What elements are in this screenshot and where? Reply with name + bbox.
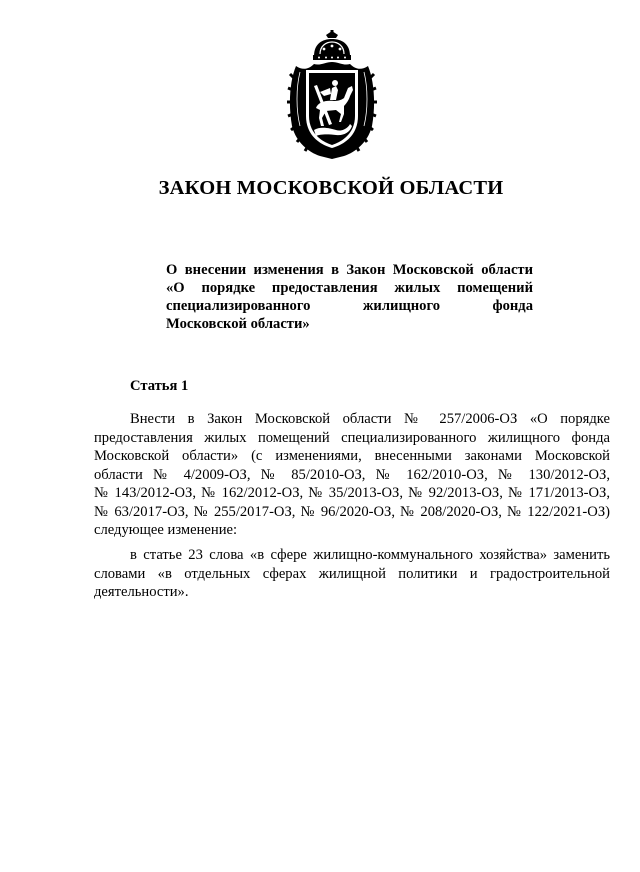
- article-paragraph-1: [94, 410, 610, 540]
- paragraph-line: словами «в отдельных сферах жилищной политики и градостроительной: [94, 565, 610, 582]
- paragraph-line: деятельности».: [94, 584, 189, 600]
- crown-icon: [313, 30, 351, 60]
- article-heading: Статья 1: [130, 378, 189, 394]
- paragraph-line: следующее изменение:: [94, 522, 238, 538]
- article-paragraph-2: [94, 546, 610, 602]
- paragraph-line: № 143/2012-ОЗ, № 162/2012-ОЗ, № 35/2013-ОЗ, № 92/2013-ОЗ, № 171/2013-ОЗ,: [94, 485, 610, 501]
- law-title: ЗАКОН МОСКОВСКОЙ ОБЛАСТИ: [158, 177, 504, 199]
- paragraph-line: Внести в Закон Московской области № 257/2006-ОЗ «О порядке: [130, 411, 610, 427]
- subtitle-line: Московской области»: [166, 316, 310, 332]
- paragraph-line: предоставления жилых помещений специализированного жилищного фонда: [94, 429, 610, 446]
- coat-of-arms-icon: [286, 30, 378, 160]
- subtitle-line: О внесении изменения в Закон Московской области: [166, 262, 533, 278]
- paragraph-line: области № 4/2009-ОЗ, № 85/2010-ОЗ, № 162/2010-ОЗ, № 130/2012-ОЗ,: [94, 466, 610, 483]
- law-subtitle: [166, 261, 533, 333]
- subtitle-line: специализированного жилищного фонда: [166, 298, 533, 314]
- paragraph-line: № 63/2017-ОЗ, № 255/2017-ОЗ, № 96/2020-ОЗ, № 208/2020-ОЗ, № 122/2021-ОЗ): [94, 503, 610, 520]
- subtitle-line: «О порядке предоставления жилых помещений: [166, 280, 533, 296]
- paragraph-line: Московской области» (с изменениями, внесенными законами Московской: [94, 448, 610, 464]
- paragraph-line: в статье 23 слова «в сфере жилищно-коммунального хозяйства» заменить: [130, 547, 610, 563]
